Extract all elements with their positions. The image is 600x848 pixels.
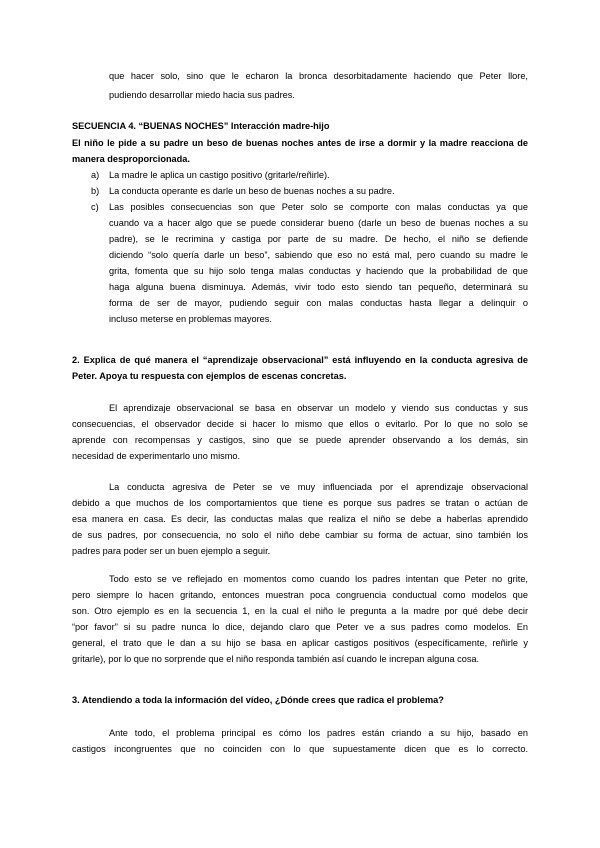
paragraph-line: de sus padres, por consecuencia, no solo el niño debe cambiar su forma de actuar, sino también los xyxy=(72,530,528,540)
paragraph-line: general, el trato que le dan a su hijo se basa en aplicar castigos positivos (específicamente, reñirle y xyxy=(72,638,528,648)
list-item: La madre le aplica un castigo positivo (gritarle/reñirle). xyxy=(109,170,330,180)
question-heading-line: 2. Explica de qué manera el “aprendizaje observacional” está influyendo en la conducta agresiva de xyxy=(72,355,528,365)
list-item: La conducta operante es darle un beso de buenas noches a su padre. xyxy=(109,186,395,196)
paragraph-line: castigos incongruentes que no coinciden con lo que supuestamente dicen que es lo correcto. xyxy=(72,744,528,754)
list-item-line: forma de ser de mayor, pudiendo seguir con malas conductas hasta llegar a delinquir o xyxy=(109,298,528,308)
paragraph-line: El aprendizaje observacional se basa en observar un modelo y viendo sus conductas y sus xyxy=(109,403,528,413)
paragraph-line: padres para poder ser un buen ejemplo a seguir. xyxy=(72,546,271,556)
sequence-description-line: El niño le pide a su padre un beso de buenas noches antes de irse a dormir y la madre reacciona de xyxy=(72,138,528,148)
list-item-line: diciendo “solo quería darle un beso”, sabiendo que eso no está mal, pero cuando su madre le xyxy=(109,250,528,260)
list-item-line: Las posibles consecuencias son que Peter solo se comporte con malas conductas ya que xyxy=(109,202,528,212)
list-marker: b) xyxy=(91,186,100,196)
paragraph-line: debido a que muchos de los comportamientos que tiene es porque sus padres se tratan o actúan de xyxy=(72,498,528,508)
paragraph-line: consecuencias, el observador decide si hacer lo mismo que ellos o evitarlo. Por lo que no solo se xyxy=(72,419,528,429)
list-item-line: incluso meterse en problemas mayores. xyxy=(109,314,272,324)
paragraph-line: Ante todo, el problema principal es cómo los padres están criando a su hijo, basado en xyxy=(109,728,528,738)
paragraph-line: necesidad de experimentarlo uno mismo. xyxy=(72,451,241,461)
paragraph-line: pero siempre lo hacen gritando, entonces muestran poca congruencia conductual como modelos que xyxy=(72,590,528,600)
paragraph-line: son. Otro ejemplo es en la secuencia 1, en la cual el niño le pregunta a la madre por qué debe decir xyxy=(72,606,528,616)
list-item-line: grita, fomenta que su hijo solo tenga malas conductas y haciendo que la probabilidad de que xyxy=(109,266,528,276)
question-heading: 3. Atendiendo a toda la información del vídeo, ¿Dónde crees que radica el problema? xyxy=(72,695,444,705)
question-heading-line: Peter. Apoya tu respuesta con ejemplos de escenas concretas. xyxy=(72,371,347,381)
paragraph-line: Todo esto se ve reflejado en momentos como cuando los padres intentan que Peter no grite, xyxy=(109,574,528,584)
list-marker: a) xyxy=(91,170,100,180)
list-marker: c) xyxy=(91,202,99,212)
list-item-line: cuando va a hacer algo que se puede considerar bueno (darle un beso de buenas noches a su xyxy=(109,218,528,228)
sequence-heading: SECUENCIA 4. “BUENAS NOCHES” Interacción madre-hijo xyxy=(72,121,330,131)
paragraph-line: La conducta agresiva de Peter se ve muy influenciada por el aprendizaje observacional xyxy=(109,482,528,492)
paragraph-line: gritarle), por lo que no sorprende que el niño responda también así cuando le increpan alguna cosa. xyxy=(72,654,480,664)
intro-line: que hacer solo, sino que le echaron la bronca desorbitadamente haciendo que Peter llore, xyxy=(109,71,528,81)
intro-line: pudiendo desarrollar miedo hacia sus padres. xyxy=(109,90,295,100)
sequence-description-line: manera desproporcionada. xyxy=(72,154,190,164)
list-item-line: padre), se le recrimina y castiga por parte de su madre. De hecho, el niño se defiende xyxy=(109,234,528,244)
paragraph-line: aprende con recompensas y castigos, sino que se puede aprender observando a los demás, sin xyxy=(72,435,528,445)
paragraph-line: esa manera en casa. Es decir, las conductas malas que realiza el niño se debe a haberlas aprendido xyxy=(72,514,528,524)
list-item-line: haga alguna buena disminuya. Además, vivir todo esto siendo tan pequeño, determinará su xyxy=(109,282,528,292)
paragraph-line: “por favor” si su padre nunca lo dice, dejando claro que Peter ve a sus padres como modelos. En xyxy=(72,622,528,632)
